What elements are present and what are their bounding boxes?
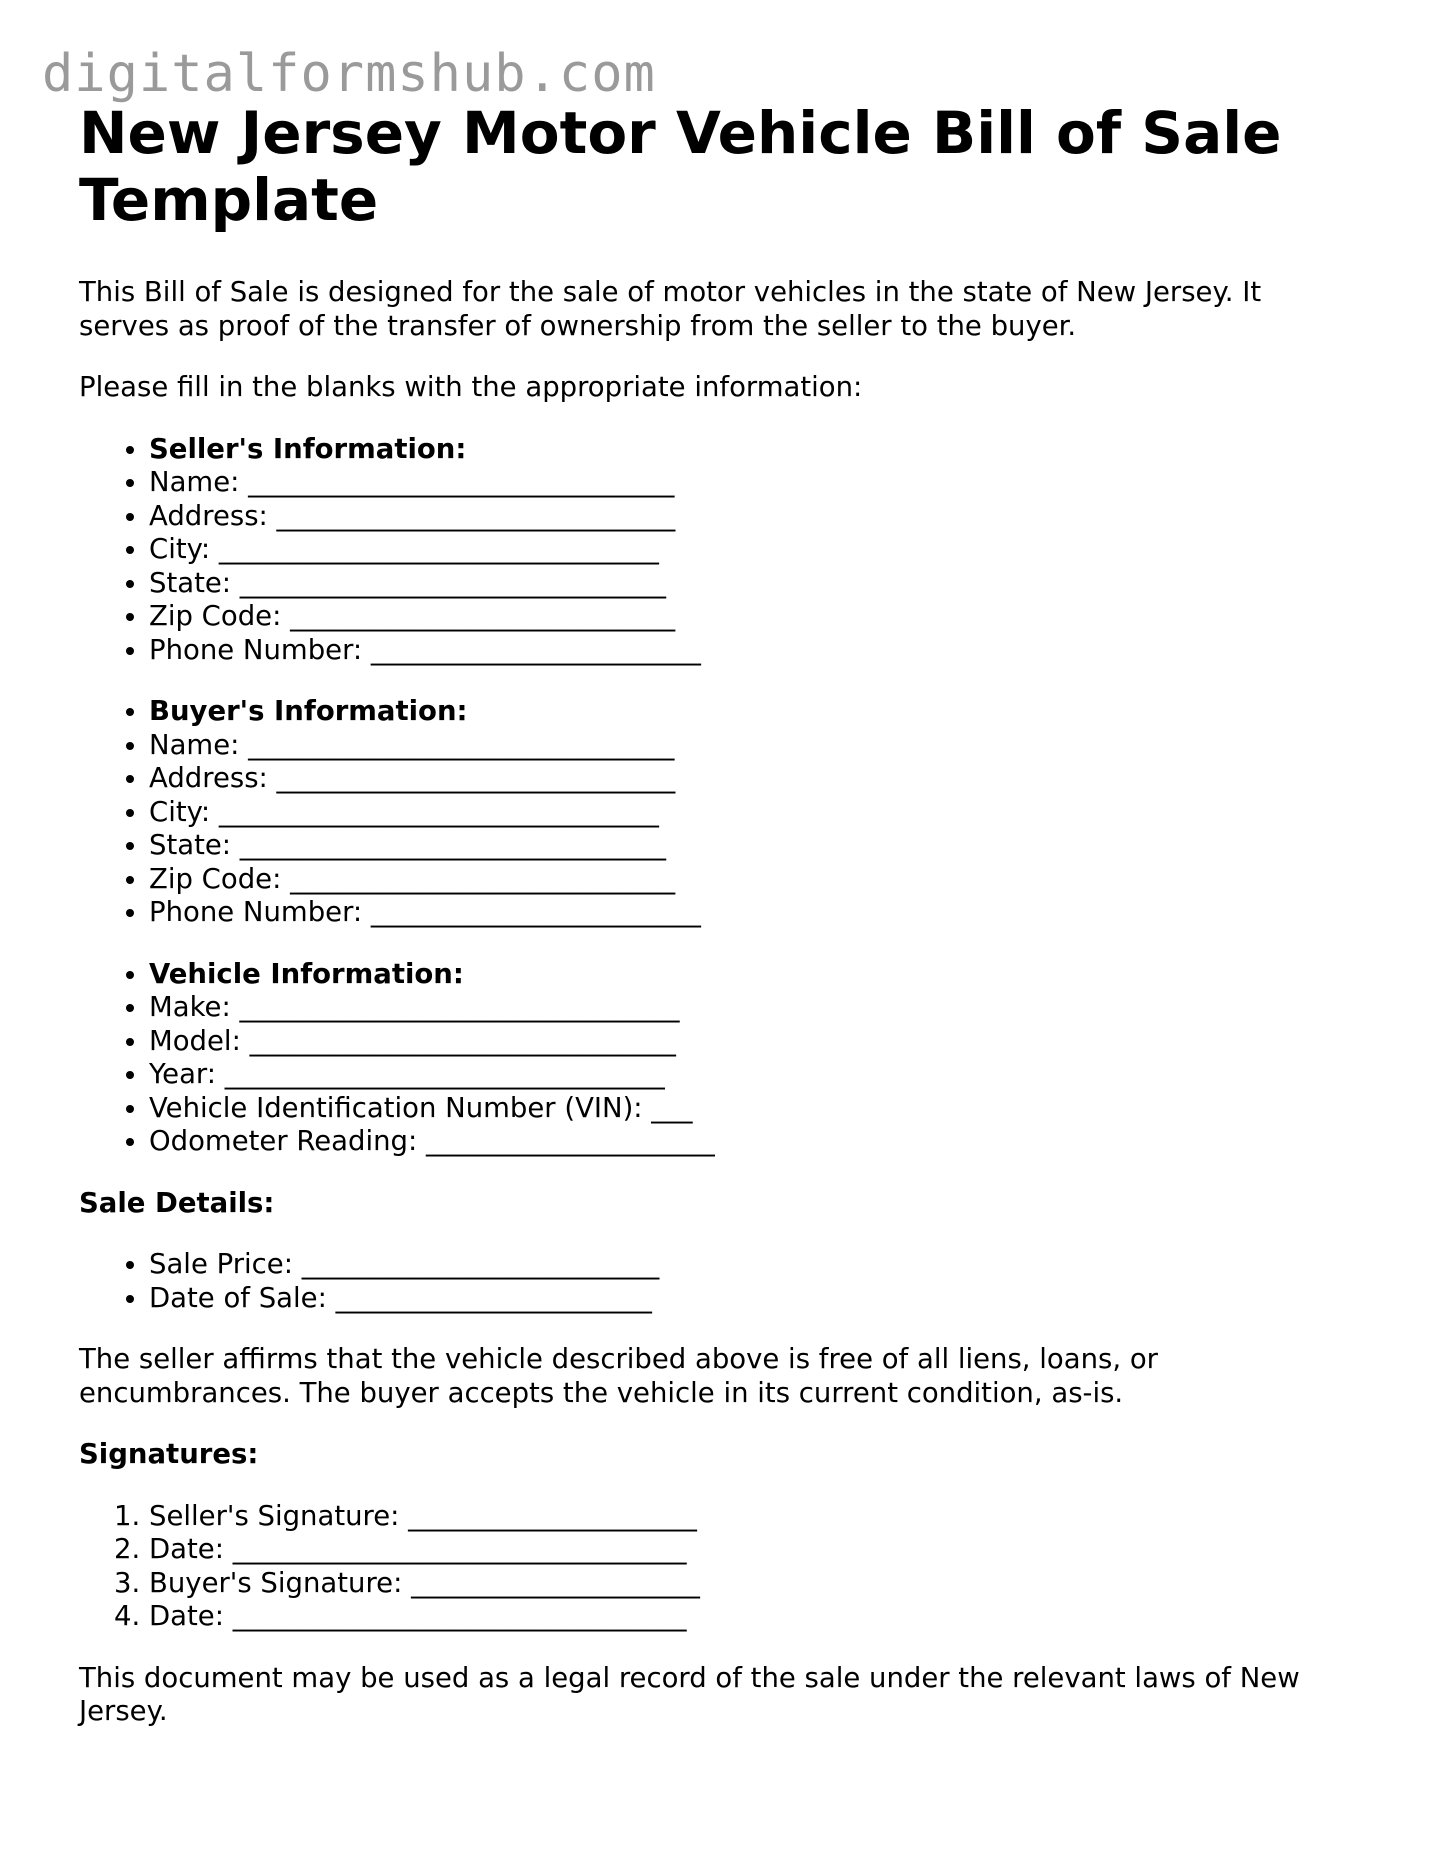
signatures-list (79, 1500, 1339, 1634)
affirmation-paragraph: The seller affirms that the vehicle described above is free of all liens, loans, or encumbrances. The buyer accepts the vehicle in its current condition, as-is. (79, 1343, 1158, 1409)
seller-state-field: • State: _______________________________ (149, 567, 1339, 601)
vehicle-make-field: • Make: ________________________________ (149, 991, 1339, 1025)
seller-phone-field: • Phone Number: ________________________ (149, 634, 1339, 668)
buyer-state-field: • State: _______________________________ (149, 829, 1339, 863)
buyer-name-field: • Name: _______________________________ (149, 729, 1339, 763)
buyer-phone-field: • Phone Number: ________________________ (149, 896, 1339, 930)
document-body (79, 100, 1339, 1729)
vehicle-vin-field: • Vehicle Identification Number (VIN): ___ (149, 1092, 1339, 1126)
vehicle-model-field: • Model: _______________________________ (149, 1025, 1339, 1059)
sale-price-field: • Sale Price: __________________________ (149, 1248, 1339, 1282)
seller-signature-date-field: 2. Date: _________________________________ (149, 1533, 1339, 1567)
vehicle-info-heading: • Vehicle Information: (149, 958, 1339, 992)
buyer-signature-date-field: 4. Date: _________________________________ (149, 1600, 1339, 1634)
sale-details-list (79, 1248, 1339, 1315)
vehicle-info-list (79, 958, 1339, 1159)
signatures-heading: Signatures: (79, 1438, 259, 1470)
buyer-address-field: • Address: _____________________________ (149, 762, 1339, 796)
seller-name-field: • Name: _______________________________ (149, 466, 1339, 500)
buyer-info-heading: • Buyer's Information: (149, 695, 1339, 729)
watermark: digitalformshub.com (42, 44, 656, 104)
footer-paragraph: This document may be used as a legal record of the sale under the relevant laws of New Jersey. (79, 1661, 1300, 1727)
buyer-info-list (79, 695, 1339, 930)
page-title: New Jersey Motor Vehicle Bill of Sale Template (79, 99, 1282, 234)
buyer-city-field: • City: ________________________________ (149, 796, 1339, 830)
buyer-zip-field: • Zip Code: ____________________________ (149, 863, 1339, 897)
seller-info-heading: • Seller's Information: (149, 433, 1339, 467)
seller-info-list (79, 433, 1339, 668)
instructions-paragraph: Please fill in the blanks with the appropriate information: (79, 371, 863, 403)
seller-address-field: • Address: _____________________________ (149, 500, 1339, 534)
vehicle-odometer-field: • Odometer Reading: _____________________ (149, 1125, 1339, 1159)
seller-zip-field: • Zip Code: ____________________________ (149, 600, 1339, 634)
buyer-signature-field: 3. Buyer's Signature: _____________________ (149, 1567, 1339, 1601)
seller-signature-field: 1. Seller's Signature: _____________________ (149, 1500, 1339, 1534)
vehicle-year-field: • Year: ________________________________ (149, 1058, 1339, 1092)
sale-date-field: • Date of Sale: _______________________ (149, 1282, 1339, 1316)
seller-city-field: • City: ________________________________ (149, 533, 1339, 567)
sale-details-heading: Sale Details: (79, 1186, 275, 1219)
intro-paragraph: This Bill of Sale is designed for the sale of motor vehicles in the state of New Jersey. It serves as proof of the transfer of ownership from the seller to the buyer. (79, 276, 1262, 342)
